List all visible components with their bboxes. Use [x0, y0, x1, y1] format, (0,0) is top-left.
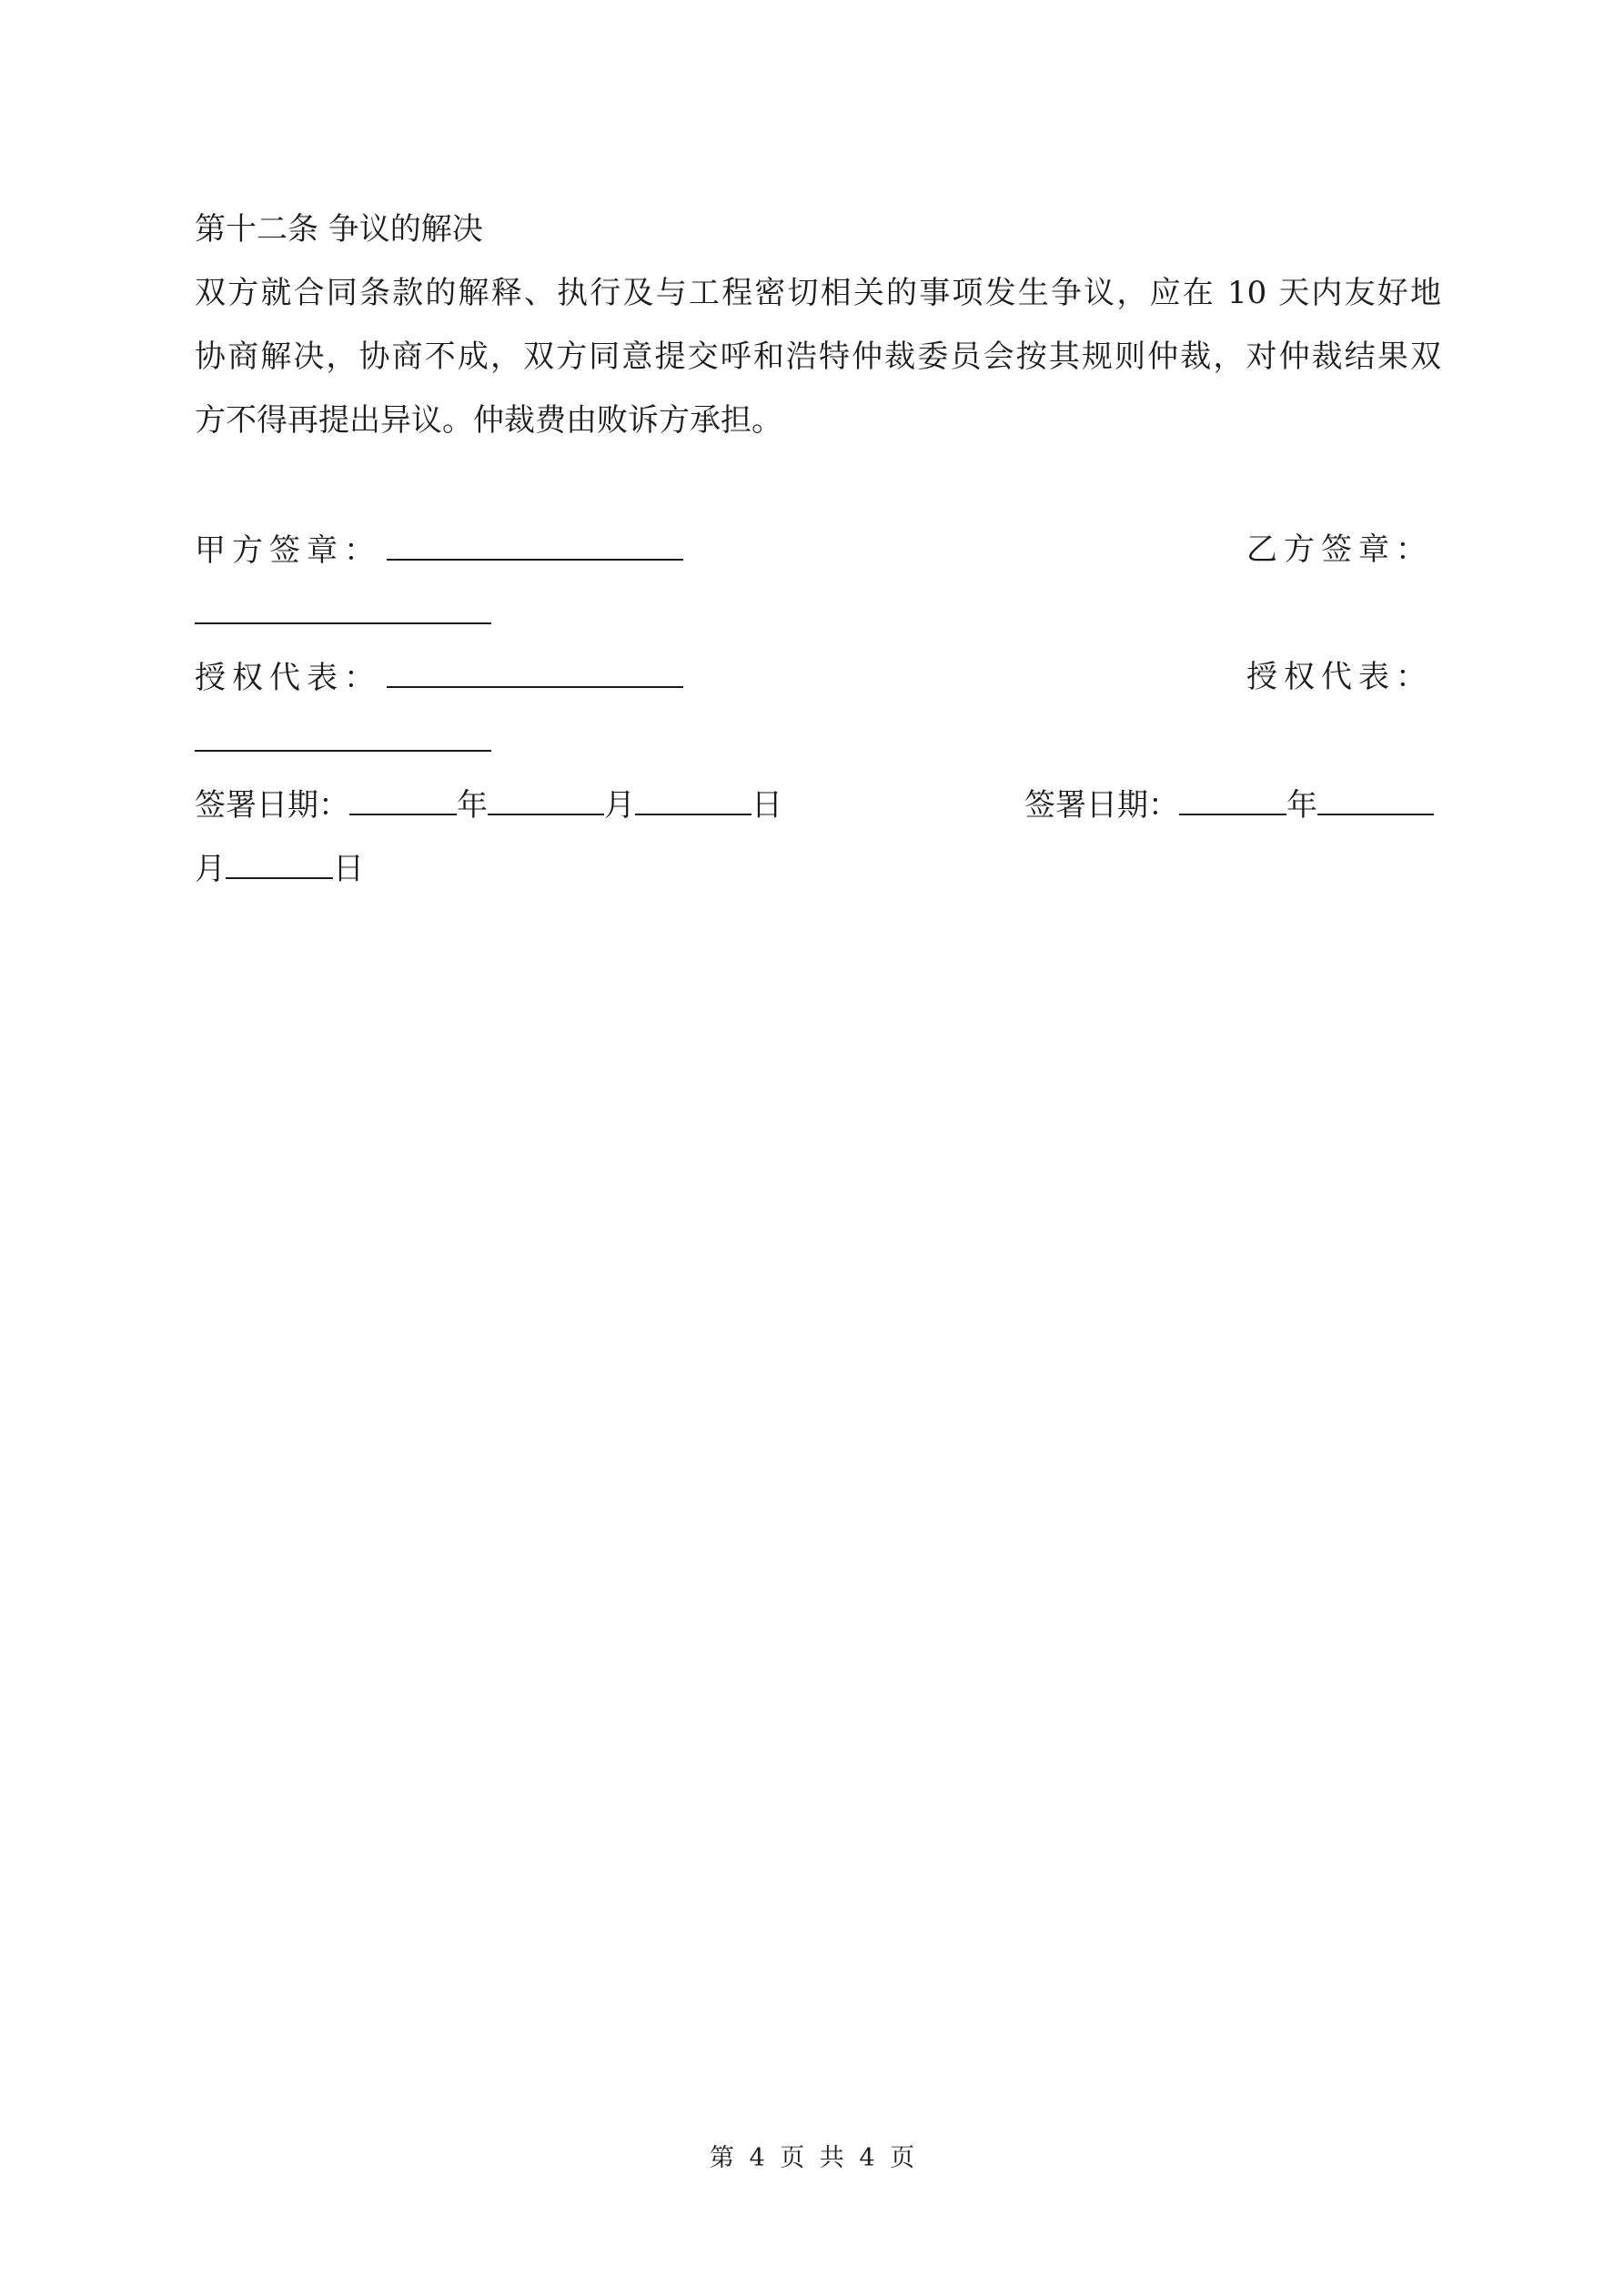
party-b-rep-blank	[195, 723, 491, 752]
party-a-date-label: 签署日期：	[195, 787, 349, 824]
party-b-rep-label: 授权代表：	[1246, 659, 1433, 695]
party-a-year-blank	[349, 786, 457, 815]
party-b-seal-label-wrap	[1246, 531, 1433, 568]
article-body-line-3: 方不得再提出异议。仲裁费由败诉方承担。	[195, 402, 782, 439]
party-a-rep-row	[195, 659, 683, 696]
party-a-date-row	[195, 786, 782, 824]
party-a-seal-row	[195, 531, 683, 569]
party-b-date-row-cont	[195, 850, 364, 887]
party-b-date-row	[1024, 786, 1434, 824]
party-b-rep-label-wrap	[1246, 659, 1433, 695]
article-body-line-1: 双方就合同条款的解释、执行及与工程密切相关的事项发生争议，应在 10 天内友好地	[195, 275, 1441, 311]
party-a-seal-blank	[387, 531, 683, 561]
party-b-month-label: 月	[195, 851, 226, 887]
party-a-rep-blank	[387, 659, 683, 688]
article-title: 第十二条 争议的解决	[195, 211, 483, 248]
party-a-day-blank	[635, 786, 751, 815]
party-a-day-label: 日	[751, 787, 782, 824]
party-b-rep-row	[195, 723, 491, 760]
article-body-line-2: 协商解决，协商不成，双方同意提交呼和浩特仲裁委员会按其规则仲裁，对仲裁结果双	[195, 339, 1441, 375]
party-b-seal-label: 乙方签章：	[1246, 531, 1433, 568]
party-a-month-label: 月	[604, 787, 635, 824]
party-b-month-blank	[1317, 786, 1434, 815]
party-b-year-label: 年	[1286, 787, 1317, 824]
party-b-date-label: 签署日期：	[1024, 787, 1179, 824]
party-b-day-blank	[226, 850, 333, 879]
party-a-rep-label: 授权代表：	[195, 660, 381, 696]
page-footer: 第 4 页 共 4 页	[709, 2144, 915, 2172]
party-a-year-label: 年	[457, 787, 488, 824]
party-b-seal-row	[195, 595, 491, 632]
party-b-day-label: 日	[333, 851, 364, 887]
party-b-year-blank	[1179, 786, 1286, 815]
party-a-month-blank	[488, 786, 604, 815]
party-b-seal-blank	[195, 595, 491, 624]
party-a-seal-label: 甲方签章：	[195, 532, 381, 569]
